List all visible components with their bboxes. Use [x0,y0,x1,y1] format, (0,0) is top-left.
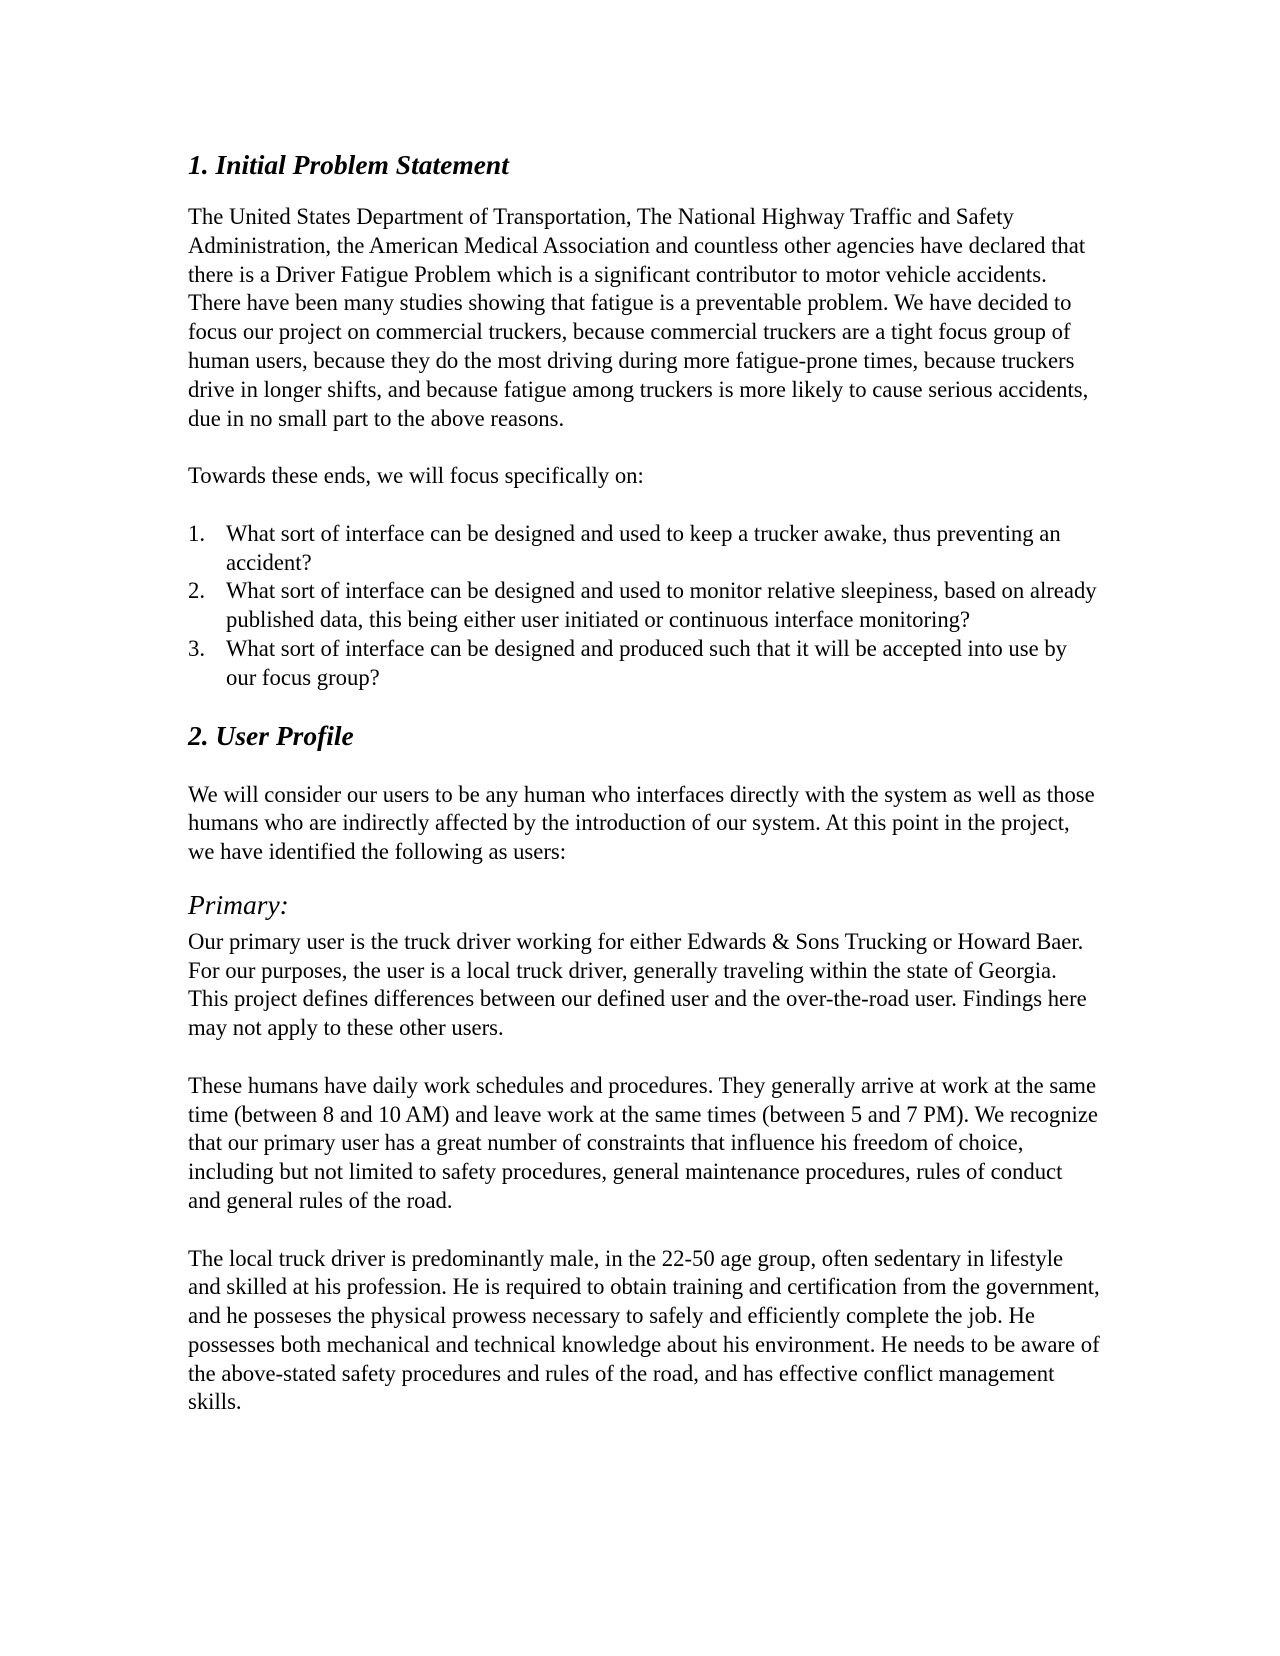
subheading-primary: Primary: [188,888,289,920]
list-item [188,577,1100,635]
list-item [188,635,1100,693]
list-item-number: 3. [188,635,206,661]
paragraph-driver-profile: The local truck driver is predominantly male, in the 22-50 age group, often sedentary in lifestyle and skilled at his profession. He is required to obtain training and certification from the government, and he posseses the physical prowess necessary to safely and efficiently complete the job. He possesses both mechanical and technical knowledge about his environment. He needs to be aware of the above-stated safety procedures and rules of the road, and has effective conflict management skills. [188,1245,1100,1415]
list-item-text: What sort of interface can be designed and produced such that it will be accepted into use by our focus group? [226,635,1068,690]
list-item [188,520,1100,578]
section-heading-user-profile: 2. User Profile [188,719,354,751]
section-heading-problem-statement: 1. Initial Problem Statement [188,149,509,180]
paragraph-focus-intro: Towards these ends, we will focus specifically on: [188,463,644,489]
paragraph-work-schedules: These humans have daily work schedules and procedures. They generally arrive at work at the same time (between 8 and 10 AM) and leave work at the same times (between 5 and 7 PM). We recognize that our primary user has a great number of constraints that influence his freedom of choice, including but not limited to safety procedures, general maintenance procedures, rules of conduct and general rules of the road. [188,1072,1099,1213]
document-page [188,148,1100,1446]
paragraph-problem-statement: The United States Department of Transportation, The National Highway Traffic and Safety Administration, the American Medical Association and countless other agencies have declared that there is a Driver Fatigue Problem which is a significant contributor to motor vehicle accidents. There have been many studies showing that fatigue is a preventable problem. We have decided to focus our project on commercial truckers, because commercial truckers are a tight focus group of human users, because they do the most driving during more fatigue-prone times, because truckers drive in longer shifts, and because fatigue among truckers is more likely to cause serious accidents, due in no small part to the above reasons. [188,204,1089,431]
paragraph-primary-user: Our primary user is the truck driver working for either Edwards & Sons Trucking or Howard Baer. For our purposes, the user is a local truck driver, generally traveling within the state of Georgia. This project defines differences between our defined user and the over-the-road user. Findings here may not apply to these other users. [188,928,1087,1041]
list-item-text: What sort of interface can be designed and used to monitor relative sleepiness, based on already published data, this being either user initiated or continuous interface monitoring? [226,578,1097,633]
list-item-number: 1. [188,520,206,546]
focus-list [188,520,1100,693]
paragraph-user-profile-intro: We will consider our users to be any human who interfaces directly with the system as well as those humans who are indirectly affected by the introduction of our system. At this point in the project, we have identified the following as users: [188,781,1095,865]
list-item-number: 2. [188,578,206,604]
list-item-text: What sort of interface can be designed and used to keep a trucker awake, thus preventing an accident? [226,520,1061,575]
